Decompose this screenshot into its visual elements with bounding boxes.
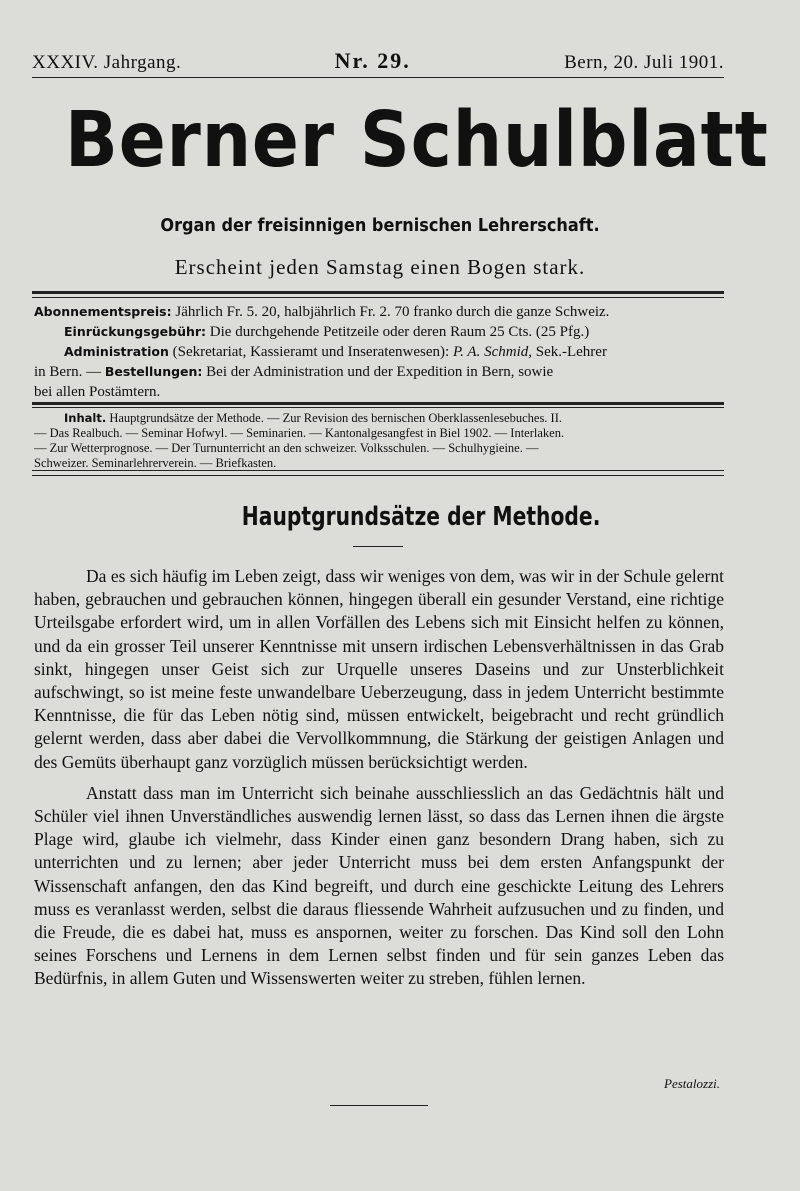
newspaper-title: Berner Schulblatt (65, 96, 769, 185)
contents-line (34, 456, 724, 471)
contents-line-4: Schweizer. Seminarlehrerverein. — Briefkasten. (34, 456, 277, 470)
contents-line-1: Hauptgrundsätze der Methode. — Zur Revision des bernischen Oberklassenlesebuches. II. (106, 411, 563, 425)
double-rule-bottom-b (32, 475, 724, 476)
insertion-fee-text: Die durchgehende Petitzeile oder deren Raum 25 Cts. (25 Pfg.) (206, 324, 590, 340)
orders-line (34, 362, 724, 382)
table-of-contents (34, 411, 724, 471)
double-rule-bottom-a (32, 470, 724, 471)
contents-line-2: — Das Realbuch. — Seminar Hofwyl. — Seminarien. — Kantonalgesangfest in Biel 1902. — Interlaken. (34, 426, 565, 440)
article-body (34, 565, 724, 999)
insertion-fee-line (34, 322, 724, 342)
insertion-fee-label: Einrückungsgebühr: (64, 324, 207, 339)
subscription-info (34, 302, 724, 402)
double-rule-top-a (32, 291, 724, 294)
contents-line (34, 411, 724, 426)
article-title: Hauptgrundsätze der Methode. (241, 502, 601, 532)
administration-text: (Sekretariat, Kassieramt und Inseratenwesen): (168, 344, 453, 360)
article-paragraph-2: Anstatt dass man im Unterricht sich beinahe ausschliesslich an das Gedächtnis hält und Schüler viel ihnen Unverständliches auswendig lernen lässt, so dass das Lernen ihnen die ärgste Plage wird, glaube ich vielmehr, dass Kinder einen ganz besondern Drang haben, sich zu unterrichten und zu lernen; aber jeder Unterricht muss bei dem ersten Anfangspunkt der Wissenschaft anfangen, den das Kind begreift, und durch eine geschickte Leitung des Lehrers muss es veranlasst werden, selbst die daraus fliessende Wahrheit aufzusuchen und zu finden, und die Freude, die es dabei hat, muss es anspornen, weiter zu forschen. Das Kind soll den Lohn seines Forschens und Lernens in dem Lernen selbst finden und für sein ganzes Leben das Bedürfnis, in allem Guten und Wissenswerten weiter zu streben, fühlen lernen. (34, 782, 724, 989)
subscription-price-line (34, 302, 724, 322)
contents-line (34, 426, 724, 441)
issue-number: Nr. 29. (334, 48, 411, 73)
orders-tail: bei allen Postämtern. (34, 384, 161, 400)
orders-continuation (34, 382, 724, 402)
orders-label: Bestellungen: (104, 364, 203, 379)
publication-frequency: Erscheint jeden Samstag einen Bogen stark. (174, 255, 586, 279)
volume-label: XXXIV. Jahrgang. (32, 52, 182, 73)
contents-line (34, 441, 724, 456)
contents-label: Inhalt. (64, 411, 107, 425)
administrator-title: Sek.-Lehrer (531, 344, 607, 360)
article-author: Pestalozzi. (664, 1076, 720, 1091)
masthead-row (32, 48, 724, 74)
administrator-name: P. A. Schmid, (452, 344, 532, 360)
administration-label: Administration (64, 344, 169, 359)
contents-line-3: — Zur Wetterprognose. — Der Turnunterricht an den schweizer. Volksschulen. — Schulhygieine. — (34, 441, 539, 455)
orders-head: in Bern. — (34, 364, 105, 380)
article-paragraph-1: Da es sich häufig im Leben zeigt, dass wir weniges von dem, was wir in der Schule gelernt haben, gebrauchen und gebrauchen können, hingegen überall ein gesunder Verstand, eine richtige Urteilsgabe erfordert wird, um in allen Vorfällen des Lebens sich mit Einsicht helfen zu können, und da ein grosser Teil unserer Kenntnisse mit unsern irdischen Lebensverhältnissen in das Grab sinkt, hingegen unser Geist sich zur Urquelle unseres Daseins und zur Unsterblichkeit aufschwingt, so ist meine feste unwandelbare Ueberzeugung, dass in jedem Unterricht bestimmte Kenntnisse, die für das Leben nötig sind, müssen entwickelt, beigebracht und recht gründlich gelernt werden, dass aber dabei die Vervollkommnung, die Stärkung der geistigen Anlagen und des Gemüts überhaupt ganz vorzüglich müssen berücksichtigt werden. (34, 566, 724, 772)
dateline: Bern, 20. Juli 1901. (564, 52, 724, 73)
administration-line (34, 342, 724, 362)
double-rule-mid-a (32, 402, 724, 405)
subscription-price-label: Abonnementspreis: (34, 304, 172, 319)
newspaper-subtitle: Organ der freisinnigen bernischen Lehrerschaft. (160, 216, 600, 236)
double-rule-mid-b (32, 407, 724, 408)
orders-text: Bei der Administration und der Expedition in Bern, sowie (202, 364, 554, 380)
masthead-rule (32, 77, 724, 78)
subscription-price-text: Jährlich Fr. 5. 20, halbjährlich Fr. 2. 70 franko durch die ganze Schweiz. (171, 304, 610, 320)
title-underline-rule (353, 546, 403, 547)
double-rule-top-b (32, 297, 724, 298)
closing-rule (330, 1105, 428, 1106)
